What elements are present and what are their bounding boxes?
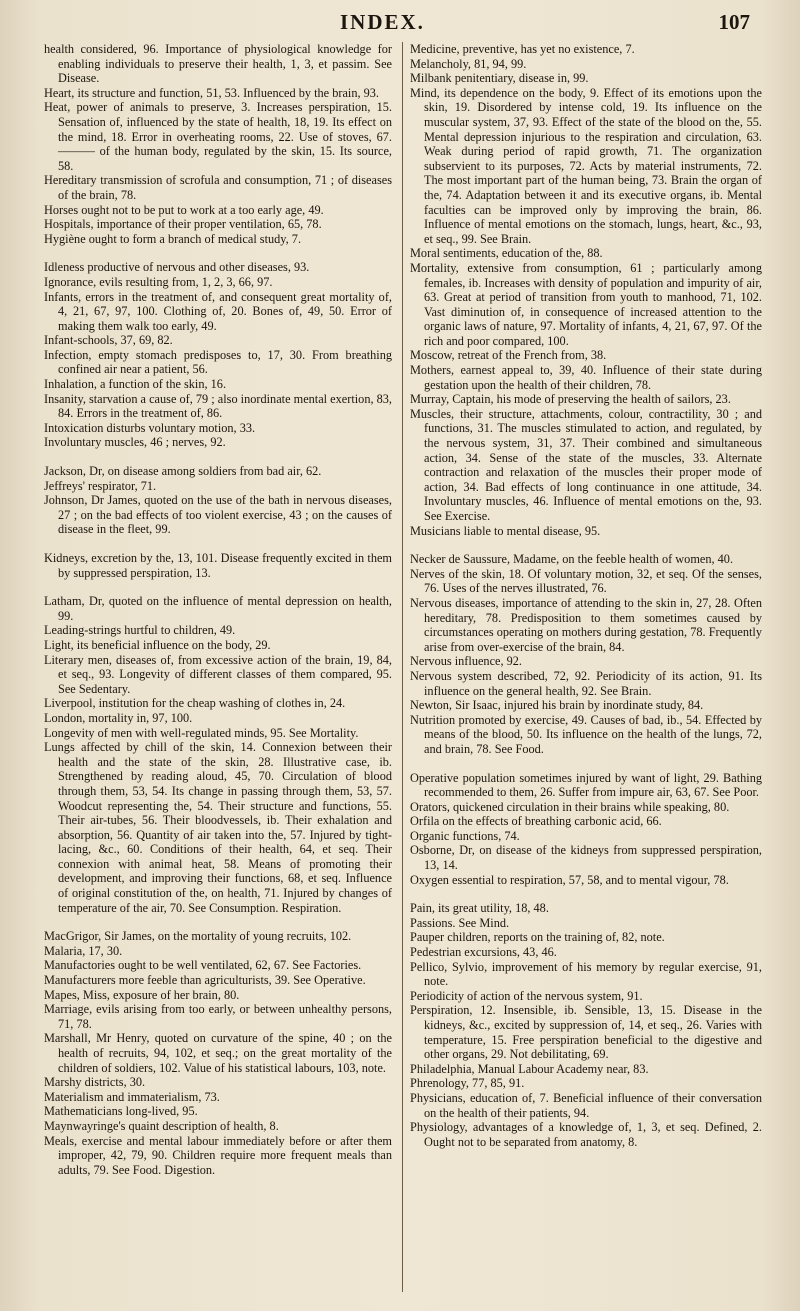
index-entry: Leading-strings hurtful to children, 49. bbox=[44, 623, 236, 638]
index-entry: Musicians liable to mental disease, 95. bbox=[410, 523, 601, 538]
index-entry: Infection, empty stomach predisposes to, 17, 30. From breathing confined air near a patient, 56. bbox=[44, 347, 392, 377]
page-number: 107 bbox=[718, 10, 750, 34]
index-entry: Murray, Captain, his mode of preserving the health of sailors, 23. bbox=[410, 392, 731, 407]
index-entry: Meals, exercise and mental labour immediately before or after them improper, 42, 79, 90. Children require more frequent meals than adults, 79. See Food. Digestion. bbox=[44, 1133, 392, 1177]
index-entry: Moscow, retreat of the French from, 38. bbox=[410, 348, 607, 363]
index-column-right bbox=[410, 42, 762, 1149]
index-entry: Nervous influence, 92. bbox=[410, 654, 523, 669]
index-entry: Mortality, extensive from consumption, 61 ; particularly among females, ib. Increases with density of population and impurity of air, 63. Great at period of transition from youth to manhood, 71, 102. Vast diminution of, in consequence of increased attention to the organic laws of nature, 97. Mortality of infants, 4, 21, 67, 97. Of the rich and poor compared, 100. bbox=[410, 260, 762, 348]
index-entry: Longevity of men with well-regulated minds, 95. See Mortality. bbox=[44, 725, 359, 740]
index-entry: Manufactories ought to be well ventilated, 62, 67. See Factories. bbox=[44, 958, 362, 973]
index-entry: Nerves of the skin, 18. Of voluntary motion, 32, et seq. Of the senses, 76. Uses of the nerves illustrated, 76. bbox=[410, 566, 762, 596]
index-entry: Marriage, evils arising from too early, or between unhealthy persons, 71, 78. bbox=[44, 1002, 392, 1031]
index-entry: Moral sentiments, education of the, 88. bbox=[410, 246, 603, 261]
page-header bbox=[0, 10, 800, 38]
index-entry: Literary men, diseases of, from excessive action of the brain, 19, 84, et seq., 93. Longevity of different classes of them compared, 95. See Sedentary. bbox=[44, 652, 392, 696]
index-entry: Pedestrian excursions, 43, 46. bbox=[410, 945, 557, 960]
index-entry: Materialism and immaterialism, 73. bbox=[44, 1089, 220, 1104]
index-entry: Idleness productive of nervous and other diseases, 93. bbox=[44, 260, 310, 275]
index-entry: Inhalation, a function of the skin, 16. bbox=[44, 377, 227, 392]
index-entry: Perspiration, 12. Insensible, ib. Sensible, 13, 15. Disease in the kidneys, &c., excited by suppression of, 14, et seq., 26. Varies with temperature, 15. Free perspiration beneficial to the digestive and other organs, 29. Not debilitating, 69. bbox=[410, 1003, 762, 1062]
index-entry: Physicians, education of, 7. Beneficial influence of their conversation on the health of their patients, 94. bbox=[410, 1090, 762, 1120]
index-entry: Maynwayringe's quaint description of health, 8. bbox=[44, 1118, 279, 1133]
index-entry: Heart, its structure and function, 51, 53. Influenced by the brain, 93. bbox=[44, 85, 379, 100]
index-entry: Jackson, Dr, on disease among soldiers from bad air, 62. bbox=[44, 464, 322, 479]
index-column-left bbox=[44, 42, 392, 1177]
section-gap bbox=[410, 757, 762, 771]
index-entry: Lungs affected by chill of the skin, 14. Connexion between their health and the state of the skin, 28. Illustrative case, ib. Strengthened by reading aloud, 45, 70. Circulation of blood through them, 53, 54. Its change in passing through them, 53, 57. Woodcut representing the, 54. Their structure and functions, 55. Their air-tubes, 56. Their bloodvessels, ib. Their exhalation and absorption, 56. Quantity of air taken into the, 57. Injured by tight-lacing, &c., 60. Conditions of their health, 64, et seq. Their connexion with animal heat, 58. Means of promoting their development, and improving their functions, 68, et seq. Influence of original constitution of the, on health, 71. Injured by changes of temperature of the air, 70. See Consumption. Respiration. bbox=[44, 740, 392, 915]
index-entry: Osborne, Dr, on disease of the kidneys from suppressed perspiration, 13, 14. bbox=[410, 843, 762, 873]
index-entry: Mathematicians long-lived, 95. bbox=[44, 1104, 198, 1119]
index-entry: Orfila on the effects of breathing carbonic acid, 66. bbox=[410, 814, 662, 829]
section-gap bbox=[44, 450, 392, 464]
index-entry: MacGrigor, Sir James, on the mortality of young recruits, 102. bbox=[44, 929, 352, 944]
index-entry: Horses ought not to be put to work at a too early age, 49. bbox=[44, 202, 324, 217]
index-entry: Johnson, Dr James, quoted on the use of the bath in nervous diseases, 27 ; on the bad effects of too violent exercise, 43 ; on the causes of disease in the fleet, 99. bbox=[44, 493, 392, 537]
index-entry: Operative population sometimes injured by want of light, 29. Bathing recommended to them, 26. Suffer from impure air, 63, 67. See Poor. bbox=[410, 770, 762, 800]
index-entry: Kidneys, excretion by the, 13, 101. Disease frequently excited in them by suppressed perspiration, 13. bbox=[44, 551, 392, 580]
index-entry: Ignorance, evils resulting from, 1, 2, 3, 66, 97. bbox=[44, 274, 273, 289]
index-entry: Malaria, 17, 30. bbox=[44, 943, 123, 958]
index-entry: Marshall, Mr Henry, quoted on curvature of the spine, 40 ; on the health of recruits, 94, 102, et seq.; on the great mortality of the children of soldiers, 102. Value of his statistical labours, 103, note. bbox=[44, 1031, 392, 1075]
section-gap bbox=[44, 537, 392, 551]
index-entry: Hospitals, importance of their proper ventilation, 65, 78. bbox=[44, 217, 322, 232]
index-entry: Involuntary muscles, 46 ; nerves, 92. bbox=[44, 435, 226, 450]
index-entry: Heat, power of animals to preserve, 3. Increases perspiration, 15. Sensation of, influenced by the state of health, 18, 19. Its effect on the mind, 18. Error in overheating rooms, 22. Use of stoves, 67. ——— of the human body, regulated by the skin, 15. Its source, 58. bbox=[44, 100, 392, 173]
index-entry: Nervous diseases, importance of attending to the skin in, 27, 28. Often hereditary, 78. Predisposition to them sometimes caused by circumstances operating on mothers during gestation, 78. Frequently arise from over-exercise of the brain, 84. bbox=[410, 595, 762, 654]
index-entry: London, mortality in, 97, 100. bbox=[44, 710, 193, 725]
section-gap bbox=[44, 580, 392, 594]
index-entry: Intoxication disturbs voluntary motion, 33. bbox=[44, 420, 256, 435]
index-entry: Organic functions, 74. bbox=[410, 828, 520, 843]
index-entry: Infants, errors in the treatment of, and consequent great mortality of, 4, 21, 67, 97, 100. Clothing of, 20. Bones of, 49, 50. Error of making them walk too early, 49. bbox=[44, 289, 392, 333]
section-gap bbox=[410, 538, 762, 552]
index-entry: Light, its beneficial influence on the body, 29. bbox=[44, 637, 271, 652]
index-entry: Latham, Dr, quoted on the influence of mental depression on health, 99. bbox=[44, 594, 392, 623]
section-gap bbox=[44, 246, 392, 260]
index-entry: Manufacturers more feeble than agriculturists, 39. See Operative. bbox=[44, 973, 366, 988]
index-entry: Necker de Saussure, Madame, on the feeble health of women, 40. bbox=[410, 552, 734, 567]
index-entry: Melancholy, 81, 94, 99. bbox=[410, 56, 527, 71]
page-title: INDEX. bbox=[340, 10, 425, 34]
index-entry: Liverpool, institution for the cheap washing of clothes in, 24. bbox=[44, 696, 346, 711]
section-gap bbox=[410, 887, 762, 901]
index-entry: Nutrition promoted by exercise, 49. Causes of bad, ib., 54. Effected by means of the blood, 50. Its influence on the health of the lungs, 72, and brain, 78. See Food. bbox=[410, 712, 762, 756]
index-entry: Orators, quickened circulation in their brains while speaking, 80. bbox=[410, 799, 730, 814]
index-entry: Philadelphia, Manual Labour Academy near, 83. bbox=[410, 1061, 649, 1076]
index-entry: Newton, Sir Isaac, injured his brain by inordinate study, 84. bbox=[410, 698, 704, 713]
index-entry: Infant-schools, 37, 69, 82. bbox=[44, 333, 173, 348]
index-entry: Mind, its dependence on the body, 9. Effect of its emotions upon the skin, 19. Disordered by intense cold, 19. Its influence on the muscular system, 37, 93. Effect of the state of the blood on the, 55. Mental depression injurious to the respiration and circulation, 63. Weak during period of rapid growth, 71. The organization subservient to its purposes, 72. Acts by material instruments, 72. The most important part of the human being, 73. Brain the organ of the, 74. Adaptation between it and its executive organs, ib. Mental faculties can be improved only by improving the brain, 86. Influence of mental emotions on the stomach, lungs, heart, &c., 93, et seq., 99. See Brain. bbox=[410, 85, 762, 246]
index-entry: Milbank penitentiary, disease in, 99. bbox=[410, 71, 589, 86]
index-entry: Nervous system described, 72, 92. Periodicity of its action, 91. Its influence on the general health, 92. See Brain. bbox=[410, 668, 762, 698]
index-entry: Mothers, earnest appeal to, 39, 40. Influence of their state during gestation upon the health of their children, 78. bbox=[410, 363, 762, 392]
index-entry: Passions. See Mind. bbox=[410, 915, 510, 930]
section-gap bbox=[44, 915, 392, 929]
index-entry: Jeffreys' respirator, 71. bbox=[44, 478, 157, 493]
index-entry: health considered, 96. Importance of physiological knowledge for enabling individuals to preserve their health, 1, 3, et passim. See Disease. bbox=[44, 42, 392, 86]
index-entry: Periodicity of action of the nervous system, 91. bbox=[410, 988, 643, 1003]
index-entry: Marshy districts, 30. bbox=[44, 1075, 146, 1090]
index-entry: Mapes, Miss, exposure of her brain, 80. bbox=[44, 987, 240, 1002]
index-entry: Oxygen essential to respiration, 57, 58, and to mental vigour, 78. bbox=[410, 872, 729, 887]
index-entry: Hereditary transmission of scrofula and consumption, 71 ; of diseases of the brain, 78. bbox=[44, 173, 392, 202]
index-entry: Pellico, Sylvio, improvement of his memory by regular exercise, 91, note. bbox=[410, 959, 762, 989]
index-entry: Physiology, advantages of a knowledge of, 1, 3, et seq. Defined, 2. Ought not to be separated from anatomy, 8. bbox=[410, 1120, 762, 1149]
column-divider bbox=[402, 42, 403, 1292]
index-entry: Pauper children, reports on the training of, 82, note. bbox=[410, 930, 665, 945]
index-entry: Medicine, preventive, has yet no existence, 7. bbox=[410, 42, 635, 56]
index-entry: Hygiène ought to form a branch of medical study, 7. bbox=[44, 231, 302, 246]
index-entry: Insanity, starvation a cause of, 79 ; also inordinate mental exertion, 83, 84. Errors in the treatment of, 86. bbox=[44, 391, 392, 421]
index-entry: Pain, its great utility, 18, 48. bbox=[410, 901, 549, 916]
index-entry: Muscles, their structure, attachments, colour, contractility, 30 ; and functions, 31. The muscles stimulated to action, and regulated, by the nervous system, 31, 37. Their combined and simultaneous action, 34. Sense of the state of the muscles, 33. Alternate contraction and relaxation of the muscles their proper mode of action, 34. Bad effects of long continuance in one attitude, 34. Involuntary muscles, 46. Influence of mental emotions on the, 93. See Exercise. bbox=[410, 406, 762, 523]
index-entry: Phrenology, 77, 85, 91. bbox=[410, 1076, 525, 1091]
